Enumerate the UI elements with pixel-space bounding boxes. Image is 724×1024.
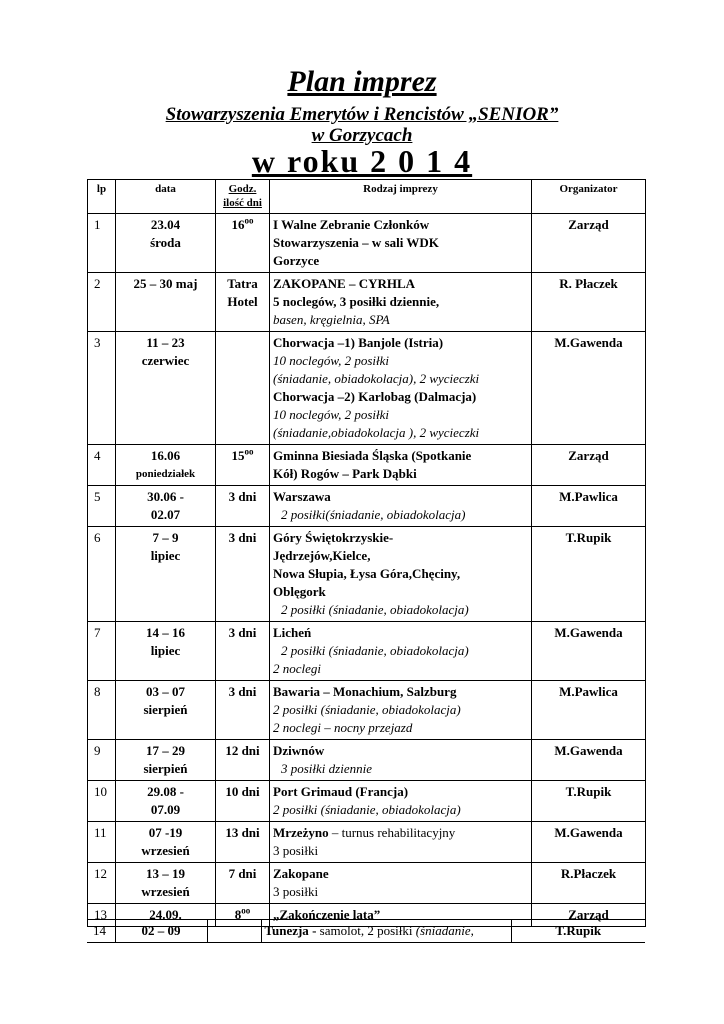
- row-date: [116, 622, 216, 681]
- row-event-name: Mrzeżyno: [273, 825, 329, 840]
- table-row: [88, 622, 646, 681]
- row-event: [270, 740, 532, 781]
- header-organizator: Organizator: [532, 180, 646, 214]
- row-date: [116, 863, 216, 904]
- row-event-line: 5 noclegów, 3 posiłki dziennie,: [273, 294, 440, 309]
- row-event: [270, 822, 532, 863]
- row-event: [261, 920, 511, 943]
- row-event-line: 3 posiłki dziennie: [281, 761, 372, 776]
- row-event-line: ZAKOPANE – CYRHLA: [273, 276, 416, 291]
- row-event: [270, 863, 532, 904]
- row-time: [216, 273, 270, 332]
- row-event-line: Gminna Biesiada Śląska (Spotkanie: [273, 448, 472, 463]
- row-date-1: 7 – 9: [152, 530, 179, 545]
- row-organizer: R.Płaczek: [532, 863, 646, 904]
- row-event-line: 2 posiłki (śniadanie, obiadokolacja): [281, 602, 469, 617]
- row-event-line: Bawaria – Monachium, Salzburg: [273, 684, 457, 699]
- row-lp: 5: [88, 486, 116, 527]
- row-event-line: 2 posiłki (śniadanie, obiadokolacja): [273, 702, 461, 717]
- row-time: 3 dni: [216, 486, 270, 527]
- row-time-value: 8: [234, 907, 242, 922]
- table-row: [88, 822, 646, 863]
- row-date-1: 13 – 19: [146, 866, 185, 881]
- row-organizer: M.Gawenda: [532, 332, 646, 445]
- table-row: [88, 781, 646, 822]
- row-event-line: Kół) Rogów – Park Dąbki: [273, 466, 417, 481]
- row-event-line: 3 posiłki: [273, 884, 319, 899]
- row-time: 7 dni: [216, 863, 270, 904]
- table-row: [88, 445, 646, 486]
- row-event: [270, 273, 532, 332]
- row-date-2: poniedziałek: [135, 468, 196, 480]
- row-organizer: T.Rupik: [532, 781, 646, 822]
- row-organizer: R. Płaczek: [532, 273, 646, 332]
- row-lp: 13: [88, 904, 116, 927]
- row-event-desc-italic: (śniadanie,: [415, 923, 474, 938]
- row-organizer: T.Rupik: [532, 527, 646, 622]
- row-date-1: 07 -19: [148, 825, 183, 840]
- row-date-2: sierpień: [143, 702, 188, 717]
- row-time: 3 dni: [216, 681, 270, 740]
- row-lp: 3: [88, 332, 116, 445]
- row-organizer: M.Gawenda: [532, 622, 646, 681]
- row-event-line: 2 posiłki(śniadanie, obiadokolacja): [281, 507, 466, 522]
- row-event-line: Jędrzejów,Kielce,: [273, 548, 371, 563]
- row-event-line: Nowa Słupia, Łysa Góra,Chęciny,: [273, 566, 461, 581]
- row-event-line: Gorzyce: [273, 253, 320, 268]
- row-event: [270, 527, 532, 622]
- table-row: [88, 332, 646, 445]
- page-subtitle: Stowarzyszenia Emerytów i Rencistów „SENIOR”: [165, 104, 559, 125]
- row-lp: 7: [88, 622, 116, 681]
- row-event-line: 2 posiłki (śniadanie, obiadokolacja): [273, 802, 461, 817]
- row-date-2: sierpień: [143, 761, 188, 776]
- row-event: [270, 332, 532, 445]
- row-event-sep: -: [308, 923, 320, 938]
- header-godz-2: ilość dni: [223, 197, 262, 209]
- row-time: [207, 920, 261, 943]
- row-event-line: Chorwacja –2) Karlobag (Dalmacja): [273, 389, 477, 404]
- header-data: data: [116, 180, 216, 214]
- page-title: Plan imprez: [287, 65, 437, 98]
- row-date: [116, 332, 216, 445]
- row-event: [270, 681, 532, 740]
- row-lp: 4: [88, 445, 116, 486]
- row-lp: 12: [88, 863, 116, 904]
- row-date-1: 17 – 29: [146, 743, 185, 758]
- row-date: [116, 681, 216, 740]
- row-date-2: 02.07: [150, 507, 181, 522]
- row-time: 12 dni: [216, 740, 270, 781]
- row-event-line: Oblęgork: [273, 584, 326, 599]
- row-date: [116, 527, 216, 622]
- table-row: [88, 486, 646, 527]
- row-event: [270, 214, 532, 273]
- row-lp: 2: [88, 273, 116, 332]
- row-lp: 6: [88, 527, 116, 622]
- row-time: 13 dni: [216, 822, 270, 863]
- header-rodzaj: Rodzaj imprezy: [270, 180, 532, 214]
- table-row: [88, 214, 646, 273]
- row-date-1: 03 – 07: [146, 684, 185, 699]
- row-date-1: 30.06 -: [147, 489, 184, 504]
- row-date-1: 16.06: [150, 448, 181, 463]
- row-time: 10 dni: [216, 781, 270, 822]
- table-row: [88, 681, 646, 740]
- row-time-value: 16: [231, 217, 245, 232]
- row-time: 3 dni: [216, 622, 270, 681]
- row-organizer: M.Pawlica: [532, 681, 646, 740]
- row-lp: 14: [87, 920, 115, 943]
- row-time: 3 dni: [216, 527, 270, 622]
- row-date-2: lipiec: [150, 548, 181, 563]
- row-time-2: Hotel: [227, 294, 258, 309]
- row-date: [116, 822, 216, 863]
- row-organizer: Zarząd: [532, 904, 646, 927]
- row-event-line: (śniadanie,obiadokolacja ), 2 wycieczki: [273, 425, 480, 440]
- events-table-continued: [87, 919, 645, 943]
- table-row: [88, 740, 646, 781]
- row-event-line: Stowarzyszenia – w sali WDK: [273, 235, 439, 250]
- row-date-2: wrzesień: [141, 884, 190, 899]
- row-date: 02 – 09: [115, 920, 207, 943]
- row-organizer: M.Gawenda: [532, 822, 646, 863]
- row-date: [116, 740, 216, 781]
- row-date: [116, 486, 216, 527]
- row-lp: 8: [88, 681, 116, 740]
- table-row: [88, 863, 646, 904]
- row-organizer: M.Pawlica: [532, 486, 646, 527]
- row-organizer: T.Rupik: [511, 920, 645, 943]
- row-time-value: 15: [231, 448, 245, 463]
- header-godz-1: Godz.: [228, 183, 257, 195]
- row-date: [116, 445, 216, 486]
- row-event-line: Port Grimaud (Francja): [273, 784, 409, 799]
- row-event-line: 2 noclegi: [273, 661, 322, 676]
- row-lp: 1: [88, 214, 116, 273]
- row-organizer: Zarząd: [532, 445, 646, 486]
- row-time: [216, 332, 270, 445]
- row-date: 25 – 30 maj: [116, 273, 216, 332]
- row-event-line: 2 posiłki (śniadanie, obiadokolacja): [281, 643, 469, 658]
- row-date-2: lipiec: [150, 643, 181, 658]
- row-date-2: wrzesień: [141, 843, 190, 858]
- row-event-name: Tunezja: [264, 923, 309, 938]
- row-date-1: 11 – 23: [146, 335, 185, 350]
- header-lp: lp: [88, 180, 116, 214]
- row-time-1: Tatra: [227, 276, 258, 291]
- row-organizer: M.Gawenda: [532, 740, 646, 781]
- header-godz: [216, 180, 270, 214]
- row-lp: 10: [88, 781, 116, 822]
- row-event: [270, 486, 532, 527]
- row-event-desc: – turnus rehabilitacyjny: [328, 825, 456, 840]
- row-time: [216, 445, 270, 486]
- row-event-line: Warszawa: [273, 489, 331, 504]
- row-date-1: 14 – 16: [146, 625, 185, 640]
- page-location: w Gorzycach: [311, 125, 413, 146]
- row-date-1: 29.08 -: [147, 784, 184, 799]
- row-event-line: Góry Świętokrzyskie-: [273, 530, 394, 545]
- row-event-line: Chorwacja –1) Banjole (Istria): [273, 335, 444, 350]
- row-lp: 11: [88, 822, 116, 863]
- row-event-desc: samolot, 2 posiłki: [319, 923, 416, 938]
- row-event-line: 2 noclegi – nocny przejazd: [273, 720, 413, 735]
- row-date-2: środa: [150, 235, 181, 250]
- table-row: [87, 920, 645, 943]
- row-event-line: „Zakończenie lata”: [273, 907, 381, 922]
- row-event-line: I Walne Zebranie Członków: [273, 217, 430, 232]
- row-event-line: Licheń: [273, 625, 312, 640]
- row-time: [216, 214, 270, 273]
- row-event: [270, 622, 532, 681]
- row-date-1: 23.04: [150, 217, 181, 232]
- table-header-row: [88, 180, 646, 214]
- page-year: w roku 2 0 1 4: [251, 143, 473, 179]
- table-row: [88, 527, 646, 622]
- row-event-line: 3 posiłki: [273, 843, 319, 858]
- row-event-line: 10 noclegów, 2 posiłki: [273, 353, 390, 368]
- row-organizer: Zarząd: [532, 214, 646, 273]
- row-event-line: Zakopane: [273, 866, 329, 881]
- row-date-2: czerwiec: [141, 353, 190, 368]
- row-date: [116, 781, 216, 822]
- row-time-sup: oo: [244, 446, 254, 457]
- row-time-sup: oo: [244, 215, 254, 226]
- events-table: [87, 179, 646, 927]
- row-event: [270, 781, 532, 822]
- row-event-line: (śniadanie, obiadokolacja), 2 wycieczki: [273, 371, 480, 386]
- row-date: 24.09.: [116, 904, 216, 927]
- row-time-sup: oo: [241, 905, 251, 916]
- row-event-line: 10 noclegów, 2 posiłki: [273, 407, 390, 422]
- row-event-line: basen, kręgielnia, SPA: [273, 312, 390, 327]
- row-date-2: 07.09: [150, 802, 181, 817]
- row-event: [270, 445, 532, 486]
- table-row: [88, 273, 646, 332]
- row-date: [116, 214, 216, 273]
- row-lp: 9: [88, 740, 116, 781]
- row-event-line: Dziwnów: [273, 743, 325, 758]
